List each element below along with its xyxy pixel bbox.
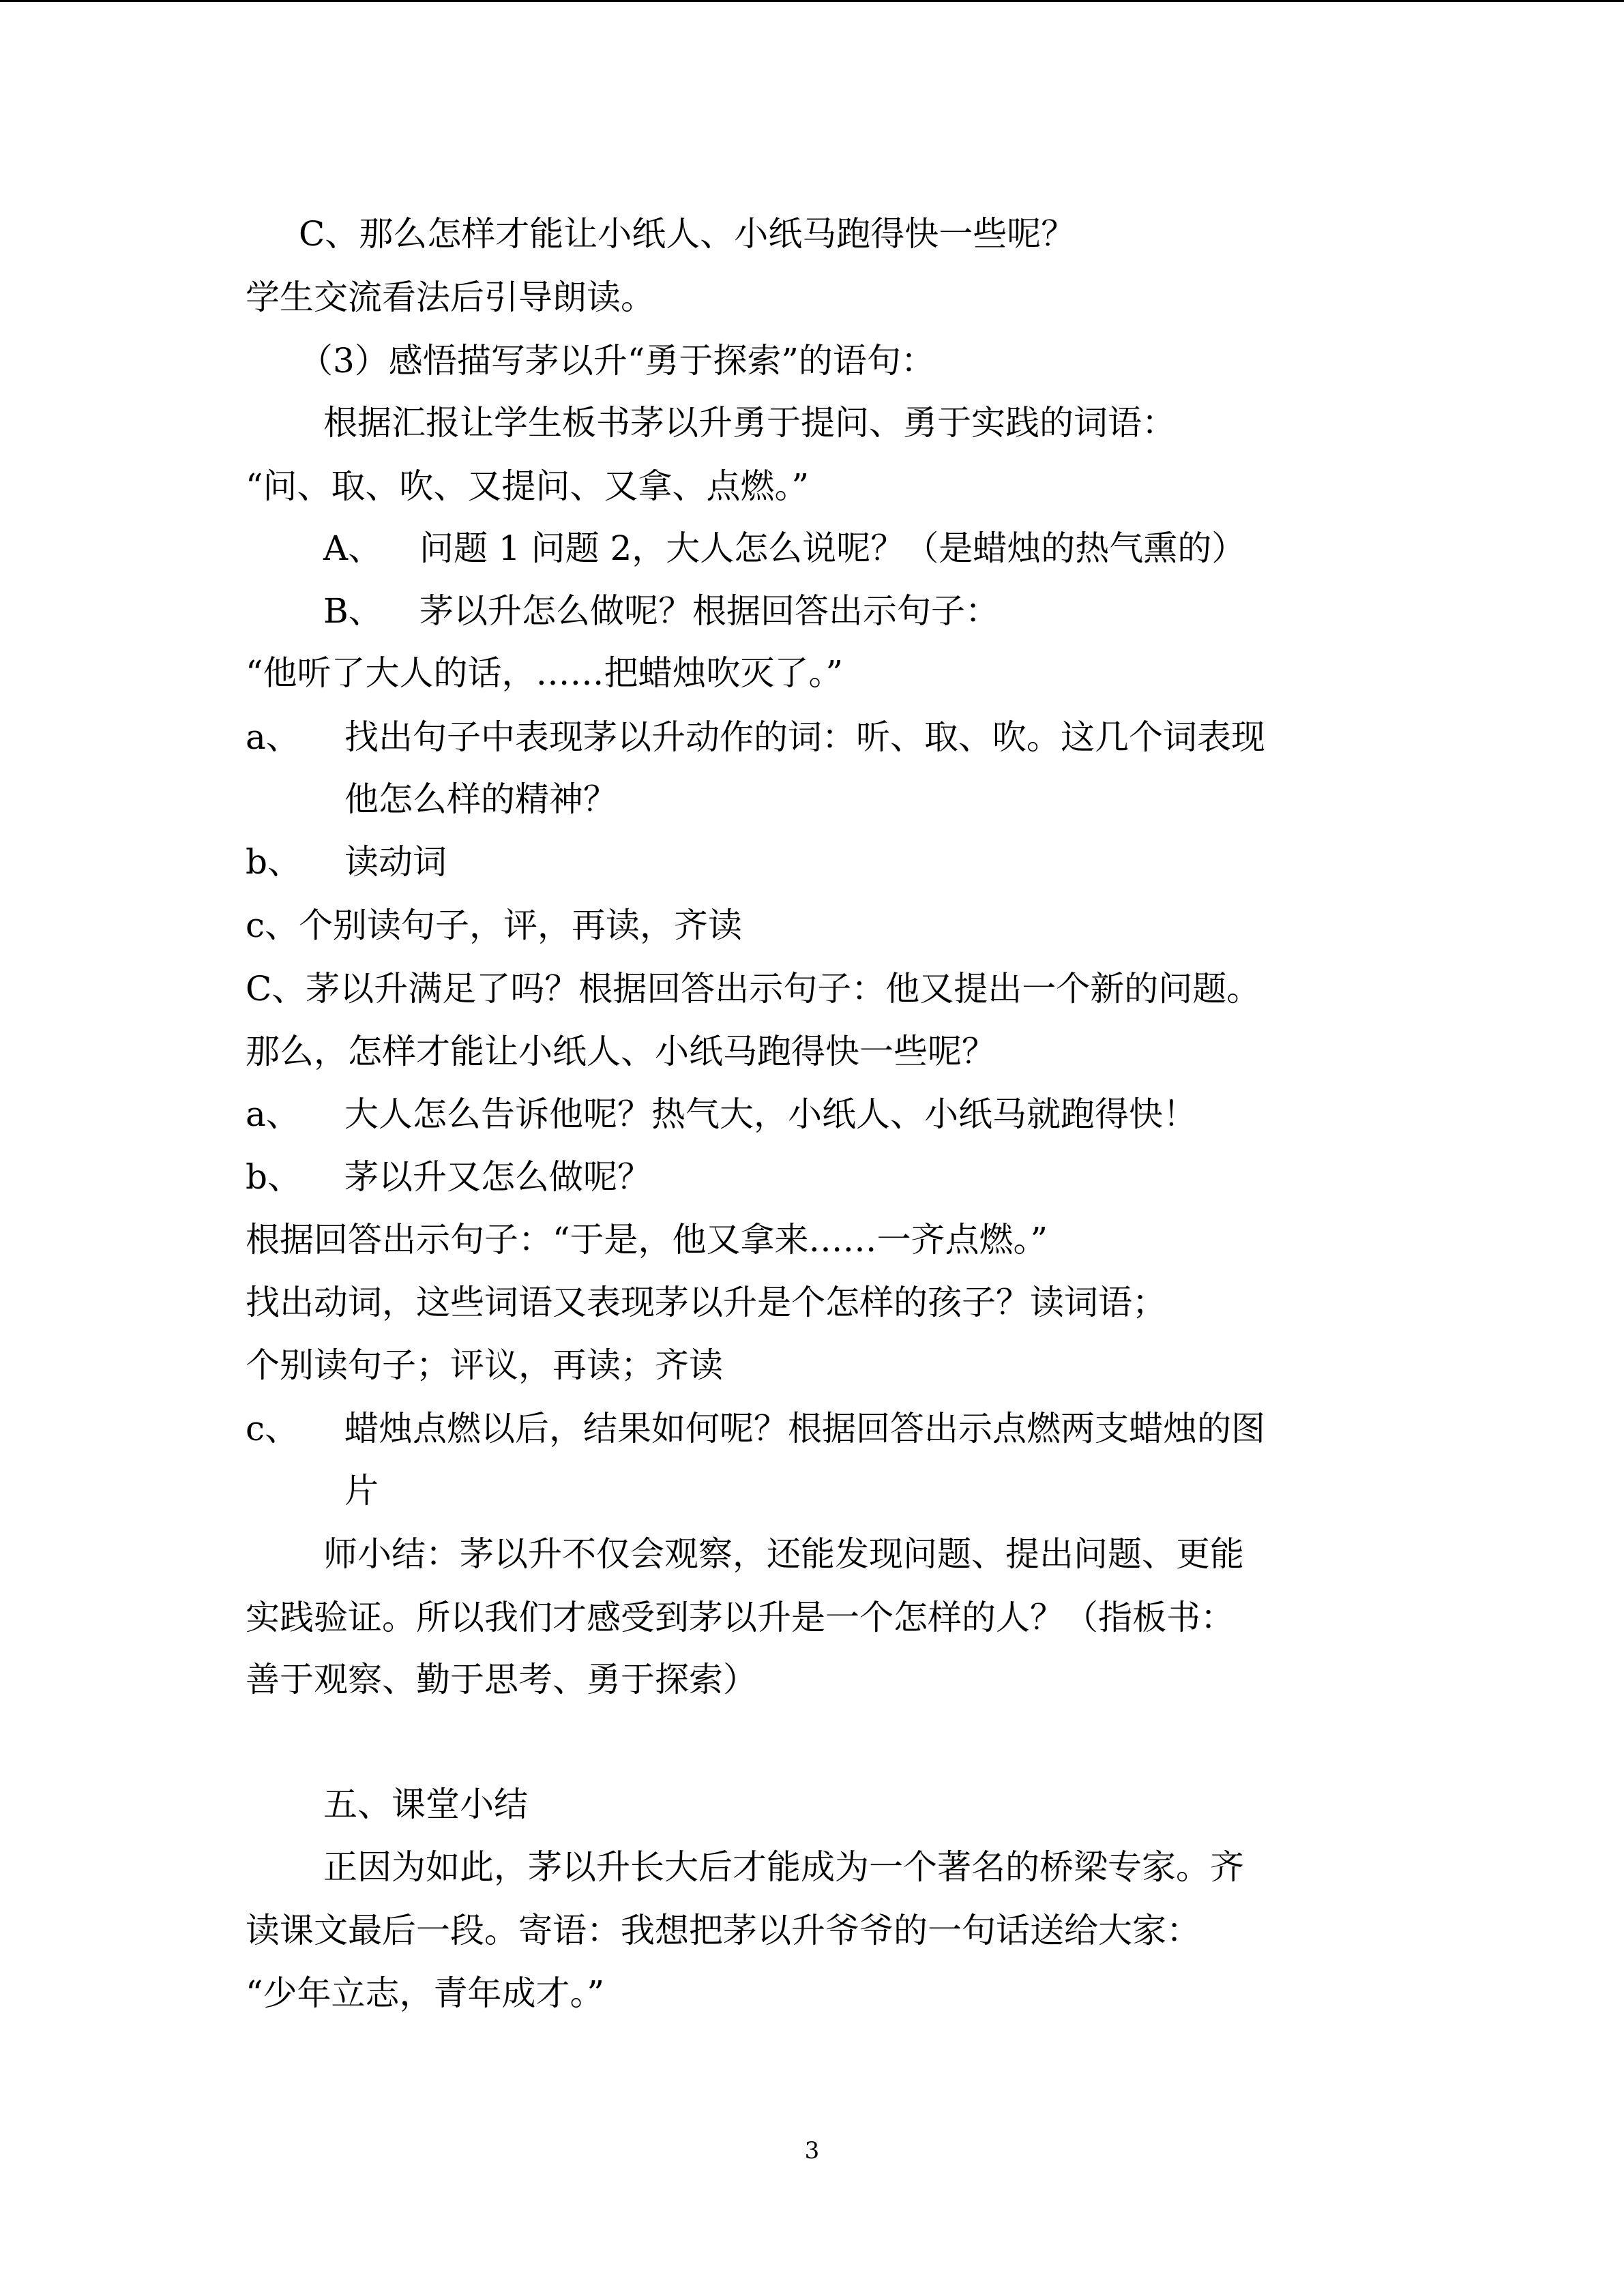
text-line: 茅以升怎么做呢？根据回答出示句子： — [419, 591, 999, 631]
text-line: 问题 1 问题 2，大人怎么说呢？（是蜡烛的热气熏的） — [419, 528, 1246, 568]
text-line: 善于观察、勤于思考、勇于探索） — [246, 1660, 757, 1699]
section-heading: 五、课堂小结 — [323, 1785, 528, 1824]
list-marker: b、 — [246, 1157, 302, 1197]
text-line: 根据汇报让学生板书茅以升勇于提问、勇于实践的词语： — [323, 403, 1176, 443]
text-line: 正因为如此，茅以升长大后才能成为一个著名的桥梁专家。齐 — [323, 1847, 1244, 1887]
list-marker: a、 — [246, 717, 300, 757]
text-line: “问、取、吹、又提问、又拿、点燃。” — [246, 466, 810, 506]
text-line: C、茅以升满足了吗？根据回答出示句子：他又提出一个新的问题。 — [246, 969, 1261, 1009]
list-marker: b、 — [246, 842, 302, 882]
text-line: 根据回答出示句子：“于是，他又拿来……一齐点燃。” — [246, 1220, 1048, 1259]
text-line: 读课文最后一段。寄语：我想把茅以升爷爷的一句话送给大家： — [246, 1911, 1200, 1950]
text-line: “少年立志，青年成才。” — [246, 1973, 605, 2013]
list-marker: A、 — [323, 528, 383, 568]
text-line: （3）感悟描写茅以升“勇于探索”的语句： — [299, 341, 935, 381]
text-line: 找出动词，这些词语又表现茅以升是个怎样的孩子？读词语； — [246, 1283, 1166, 1322]
text-line: 蜡烛点燃以后，结果如何呢？根据回答出示点燃两支蜡烛的图 — [344, 1409, 1265, 1448]
list-marker: B、 — [323, 591, 383, 631]
text-line: 茅以升又怎么做呢？ — [344, 1157, 651, 1197]
text-line: 个别读句子；评议，再读；齐读 — [246, 1345, 723, 1385]
text-line: 实践验证。所以我们才感受到茅以升是一个怎样的人？（指板书： — [246, 1598, 1235, 1637]
list-marker: a、 — [246, 1094, 300, 1134]
text-line: 找出句子中表现茅以升动作的词：听、取、吹。这几个词表现 — [344, 717, 1265, 757]
text-line: 学生交流看法后引导朗读。 — [246, 278, 655, 317]
text-line: 大人怎么告诉他呢？热气大，小纸人、小纸马就跑得快！ — [344, 1094, 1197, 1134]
text-line: 师小结：茅以升不仅会观察，还能发现问题、提出问题、更能 — [323, 1534, 1244, 1574]
text-line: c、个别读句子，评，再读，齐读 — [246, 906, 743, 945]
text-line: 片 — [344, 1471, 379, 1510]
text-line: C、那么怎样才能让小纸人、小纸马跑得快一些呢？ — [299, 214, 1076, 254]
text-line: 那么，怎样才能让小纸人、小纸马跑得快一些呢？ — [246, 1032, 996, 1071]
text-line: 他怎么样的精神？ — [344, 779, 617, 819]
page-number: 3 — [804, 2137, 820, 2164]
text-line: 读动词 — [344, 842, 447, 882]
text-line: “他听了大人的话，……把蜡烛吹灭了。” — [246, 653, 844, 693]
list-marker: c、 — [246, 1409, 299, 1448]
